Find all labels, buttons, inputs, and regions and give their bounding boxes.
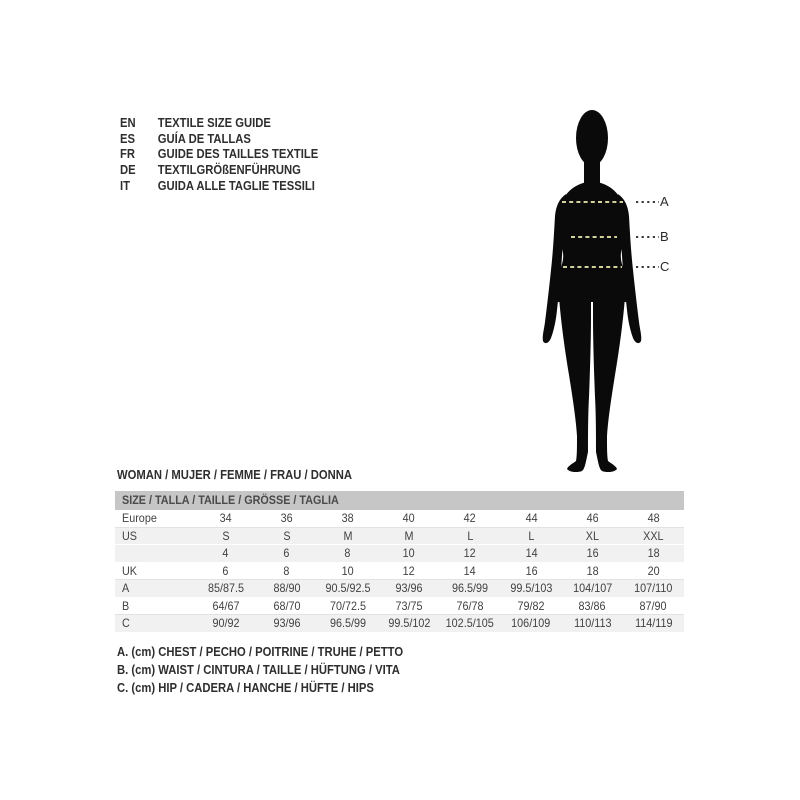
size-cell xyxy=(195,563,256,580)
row-label xyxy=(115,563,195,580)
size-cell xyxy=(317,598,378,615)
size-cell-text: 99.5/102 xyxy=(387,616,430,630)
size-cell-text: 16 xyxy=(586,546,599,560)
size-cell-text: 18 xyxy=(586,563,599,578)
size-cell-text: S xyxy=(221,528,230,543)
language-label: TEXTILE SIZE GUIDE xyxy=(157,116,271,130)
row-label-text: UK xyxy=(122,563,138,578)
size-cell xyxy=(317,580,378,597)
size-cell xyxy=(317,528,378,545)
size-cell xyxy=(317,615,378,632)
size-cell xyxy=(440,545,501,562)
size-cell-text: 93/96 xyxy=(395,581,423,595)
language-row xyxy=(120,163,340,179)
size-cell xyxy=(256,563,317,580)
size-cell-text: 114/119 xyxy=(634,616,673,630)
language-row xyxy=(120,132,340,148)
size-cell-text: 18 xyxy=(647,546,660,560)
row-label xyxy=(115,510,195,527)
size-cell xyxy=(378,528,439,545)
size-cell-text: 83/86 xyxy=(578,598,606,613)
row-label xyxy=(115,528,195,545)
language-row xyxy=(120,147,340,163)
size-cell-text: 93/96 xyxy=(273,616,301,630)
language-code: ES xyxy=(120,131,136,146)
size-cell-text: 79/82 xyxy=(517,598,545,613)
size-cell xyxy=(317,563,378,580)
size-cell xyxy=(195,580,256,597)
size-cell-text: 96.5/99 xyxy=(329,616,366,630)
size-cell-text: S xyxy=(283,528,291,543)
language-code: FR xyxy=(120,147,136,162)
size-cell xyxy=(562,563,623,580)
measure-label-b: B xyxy=(660,229,669,244)
size-cell-text: 88/90 xyxy=(273,581,301,595)
size-cell xyxy=(440,615,501,632)
size-cell xyxy=(562,510,623,527)
size-cell-text: 10 xyxy=(402,546,415,560)
size-cell xyxy=(562,545,623,562)
size-cell-text: 12 xyxy=(402,563,415,578)
size-cell xyxy=(623,563,684,580)
size-cell xyxy=(195,598,256,615)
size-cell-text: 70/72.5 xyxy=(329,598,366,613)
language-code: DE xyxy=(120,163,136,178)
size-cell-text: L xyxy=(467,528,474,543)
size-cell-text: XL xyxy=(585,528,599,543)
size-cell xyxy=(256,528,317,545)
size-cell-text: 104/107 xyxy=(572,581,612,595)
size-cell-text: 8 xyxy=(283,563,290,578)
legend-line xyxy=(117,680,435,698)
language-row-text xyxy=(120,132,251,148)
size-cell-text: 44 xyxy=(525,511,538,525)
language-label: GUIDE DES TAILLES TEXTILE xyxy=(157,147,319,162)
size-cell xyxy=(317,545,378,562)
row-label-text: A xyxy=(122,581,130,595)
size-cell xyxy=(501,598,562,615)
size-cell xyxy=(501,580,562,597)
language-row-text xyxy=(120,147,318,163)
language-label: TEXTILGRÖßENFÜHRUNG xyxy=(157,163,301,178)
table-row xyxy=(115,563,684,581)
size-cell xyxy=(256,615,317,632)
row-label-text: C xyxy=(122,616,130,630)
legend-line xyxy=(117,662,435,680)
size-cell-text: 106/109 xyxy=(511,616,551,630)
size-cell xyxy=(256,580,317,597)
measure-label-c: C xyxy=(660,259,670,274)
size-cell-text: M xyxy=(343,528,353,543)
size-table-body xyxy=(115,510,684,633)
language-row-text xyxy=(120,179,315,195)
size-cell xyxy=(195,510,256,527)
size-cell-text: 90.5/92.5 xyxy=(325,581,371,595)
language-row-text xyxy=(120,116,271,132)
size-cell-text: L xyxy=(528,528,535,543)
figure-area xyxy=(532,105,662,475)
size-cell xyxy=(378,563,439,580)
size-cell-text: 20 xyxy=(647,563,660,578)
size-cell-text: XXL xyxy=(643,528,664,543)
size-cell xyxy=(623,528,684,545)
table-row xyxy=(115,580,684,598)
size-cell xyxy=(256,545,317,562)
size-cell xyxy=(562,580,623,597)
size-table xyxy=(115,491,684,633)
size-cell xyxy=(501,615,562,632)
language-row xyxy=(120,179,340,195)
size-table-header-text: SIZE / TALLA / TAILLE / GRÖSSE / TAGLIA xyxy=(122,493,339,507)
size-cell-text: 6 xyxy=(222,563,229,578)
section-label-text: WOMAN / MUJER / FEMME / FRAU / DONNA xyxy=(117,468,352,482)
table-row xyxy=(115,528,684,546)
size-cell xyxy=(256,598,317,615)
size-cell-text: 99.5/103 xyxy=(510,581,553,595)
size-cell xyxy=(440,528,501,545)
size-cell xyxy=(501,545,562,562)
legend-line xyxy=(117,644,435,662)
size-cell xyxy=(623,598,684,615)
size-cell-text: M xyxy=(404,528,414,543)
language-label: GUÍA DE TALLAS xyxy=(157,131,251,146)
size-cell xyxy=(195,615,256,632)
size-cell xyxy=(378,598,439,615)
size-table-header xyxy=(115,491,684,510)
size-cell-text: 38 xyxy=(341,511,354,525)
size-cell xyxy=(562,615,623,632)
size-cell xyxy=(501,510,562,527)
language-row-text xyxy=(120,163,301,179)
row-label-text: Europe xyxy=(122,511,157,525)
language-row xyxy=(120,116,340,132)
size-cell-text: 90/92 xyxy=(212,616,240,630)
size-cell xyxy=(623,580,684,597)
size-cell-text: 73/75 xyxy=(395,598,423,613)
row-label xyxy=(115,598,195,615)
size-cell-text: 34 xyxy=(219,511,232,525)
size-cell xyxy=(378,510,439,527)
size-cell-text: 48 xyxy=(647,511,660,525)
size-cell xyxy=(440,598,501,615)
size-cell xyxy=(378,615,439,632)
size-cell xyxy=(562,528,623,545)
size-cell-text: 4 xyxy=(222,546,229,560)
size-cell-text: 42 xyxy=(464,511,477,525)
row-label xyxy=(115,615,195,632)
size-cell xyxy=(623,545,684,562)
language-label: GUIDA ALLE TAGLIE TESSILI xyxy=(157,178,315,193)
size-cell-text: 36 xyxy=(280,511,293,525)
row-label-text: US xyxy=(122,528,138,543)
size-cell xyxy=(195,528,256,545)
row-label xyxy=(115,580,195,597)
size-cell-text: 107/110 xyxy=(634,581,673,595)
size-cell-text: 14 xyxy=(464,563,477,578)
size-cell-text: 10 xyxy=(341,563,354,578)
size-cell xyxy=(317,510,378,527)
size-cell-text: 96.5/99 xyxy=(452,581,489,595)
size-cell-text: 8 xyxy=(344,546,351,560)
language-code: EN xyxy=(120,116,136,130)
size-cell-text: 68/70 xyxy=(273,598,301,613)
size-cell-text: 76/78 xyxy=(456,598,484,613)
size-cell xyxy=(256,510,317,527)
size-cell-text: 6 xyxy=(283,546,290,560)
size-cell xyxy=(501,563,562,580)
size-cell-text: 14 xyxy=(525,546,538,560)
language-code: IT xyxy=(120,178,130,193)
table-row xyxy=(115,615,684,633)
size-cell xyxy=(562,598,623,615)
row-label-text: B xyxy=(122,598,130,613)
woman-silhouette-icon xyxy=(532,105,662,475)
size-cell-text: 12 xyxy=(464,546,477,560)
row-label xyxy=(115,545,195,562)
size-cell xyxy=(440,580,501,597)
size-cell-text: 85/87.5 xyxy=(207,581,244,595)
size-cell-text: 16 xyxy=(525,563,538,578)
size-cell-text: 40 xyxy=(402,511,415,525)
table-row xyxy=(115,545,684,563)
legend-line-text: C. (cm) HIP / CADERA / HANCHE / HÜFTE / HIPS xyxy=(117,680,374,695)
size-cell-text: 110/113 xyxy=(573,616,612,630)
measurement-legend xyxy=(117,644,435,697)
language-title-block xyxy=(120,116,340,194)
table-row xyxy=(115,598,684,616)
legend-line-text: A. (cm) CHEST / PECHO / POITRINE / TRUHE / PETTO xyxy=(117,645,404,659)
section-label-woman xyxy=(117,468,378,482)
size-cell xyxy=(501,528,562,545)
size-cell xyxy=(195,545,256,562)
size-cell xyxy=(378,545,439,562)
size-cell-text: 87/90 xyxy=(639,598,667,613)
size-cell xyxy=(440,563,501,580)
size-cell xyxy=(623,510,684,527)
table-row xyxy=(115,510,684,528)
size-cell-text: 46 xyxy=(586,511,599,525)
measure-label-a: A xyxy=(660,194,669,209)
size-cell xyxy=(440,510,501,527)
size-cell xyxy=(623,615,684,632)
size-cell-text: 102.5/105 xyxy=(446,616,495,630)
size-cell-text: 64/67 xyxy=(212,598,240,613)
legend-line-text: B. (cm) WAIST / CINTURA / TAILLE / HÜFTUNG / VITA xyxy=(117,662,400,677)
size-cell xyxy=(378,580,439,597)
